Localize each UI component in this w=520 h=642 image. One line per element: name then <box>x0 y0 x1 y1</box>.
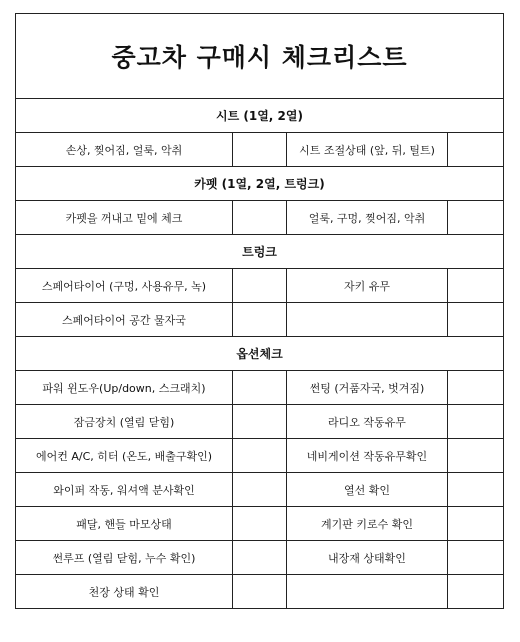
checklist-row <box>16 541 504 575</box>
checklist-item-label: 에어컨 A/C, 히터 (온도, 배출구확인) <box>16 439 233 473</box>
checklist-row <box>16 201 504 235</box>
checklist-row <box>16 405 504 439</box>
check-box-cell[interactable] <box>448 133 504 167</box>
checklist-table <box>15 13 504 609</box>
checklist-row <box>16 507 504 541</box>
check-box-cell[interactable] <box>233 507 287 541</box>
checklist-item-label: 얼룩, 구멍, 찢어짐, 악취 <box>287 201 448 235</box>
checklist-row <box>16 133 504 167</box>
checklist-item-label: 네비게이션 작동유무확인 <box>287 439 448 473</box>
section-heading: 옵션체크 <box>16 337 504 371</box>
checklist-row <box>16 371 504 405</box>
check-box-cell[interactable] <box>448 473 504 507</box>
check-box-cell[interactable] <box>448 507 504 541</box>
checklist-row <box>16 269 504 303</box>
check-box-cell[interactable] <box>233 575 287 609</box>
checklist-row <box>16 439 504 473</box>
checklist-item-label: 자키 유무 <box>287 269 448 303</box>
title-row <box>16 14 504 99</box>
checklist-row <box>16 473 504 507</box>
check-box-cell[interactable] <box>448 201 504 235</box>
checklist-item-label: 잠금장치 (열림 닫힘) <box>16 405 233 439</box>
checklist-item-label: 라디오 작동유무 <box>287 405 448 439</box>
checklist-item-label: 와이퍼 작동, 워셔액 분사확인 <box>16 473 233 507</box>
checklist-item-label: 카펫을 꺼내고 밑에 체크 <box>16 201 233 235</box>
checklist-item-label: 시트 조절상태 (앞, 뒤, 틸트) <box>287 133 448 167</box>
check-box-cell[interactable] <box>233 439 287 473</box>
checklist-item-label: 스페어타이어 (구멍, 사용유무, 녹) <box>16 269 233 303</box>
check-box-cell[interactable] <box>233 405 287 439</box>
checklist-item-label: 썬팅 (거품자국, 벗겨짐) <box>287 371 448 405</box>
check-box-cell[interactable] <box>448 405 504 439</box>
check-box-cell[interactable] <box>233 201 287 235</box>
section-header-row <box>16 167 504 201</box>
checklist-item-label: 손상, 찢어짐, 얼룩, 악취 <box>16 133 233 167</box>
check-box-cell[interactable] <box>448 575 504 609</box>
checklist-item-label <box>287 303 448 337</box>
check-box-cell[interactable] <box>233 133 287 167</box>
checklist-item-label: 천장 상태 확인 <box>16 575 233 609</box>
section-header-row <box>16 235 504 269</box>
checklist-item-label: 열선 확인 <box>287 473 448 507</box>
check-box-cell[interactable] <box>448 303 504 337</box>
check-box-cell[interactable] <box>233 473 287 507</box>
check-box-cell[interactable] <box>233 269 287 303</box>
check-box-cell[interactable] <box>233 371 287 405</box>
check-box-cell[interactable] <box>448 371 504 405</box>
page-title: 중고차 구매시 체크리스트 <box>16 14 504 99</box>
section-heading: 트렁크 <box>16 235 504 269</box>
checklist-item-label: 계기판 키로수 확인 <box>287 507 448 541</box>
checklist-body <box>16 14 504 609</box>
check-box-cell[interactable] <box>448 439 504 473</box>
check-box-cell[interactable] <box>448 541 504 575</box>
checklist-row <box>16 575 504 609</box>
section-heading: 카펫 (1열, 2열, 트렁크) <box>16 167 504 201</box>
check-box-cell[interactable] <box>233 541 287 575</box>
checklist-item-label: 썬루프 (열림 닫힘, 누수 확인) <box>16 541 233 575</box>
checklist-item-label: 패달, 핸들 마모상태 <box>16 507 233 541</box>
checklist-item-label: 내장재 상태확인 <box>287 541 448 575</box>
checklist-item-label: 파워 윈도우(Up/down, 스크래치) <box>16 371 233 405</box>
section-header-row <box>16 337 504 371</box>
check-box-cell[interactable] <box>448 269 504 303</box>
section-heading: 시트 (1열, 2열) <box>16 99 504 133</box>
checklist-item-label <box>287 575 448 609</box>
checklist-item-label: 스페어타이어 공간 물자국 <box>16 303 233 337</box>
check-box-cell[interactable] <box>233 303 287 337</box>
checklist-row <box>16 303 504 337</box>
section-header-row <box>16 99 504 133</box>
